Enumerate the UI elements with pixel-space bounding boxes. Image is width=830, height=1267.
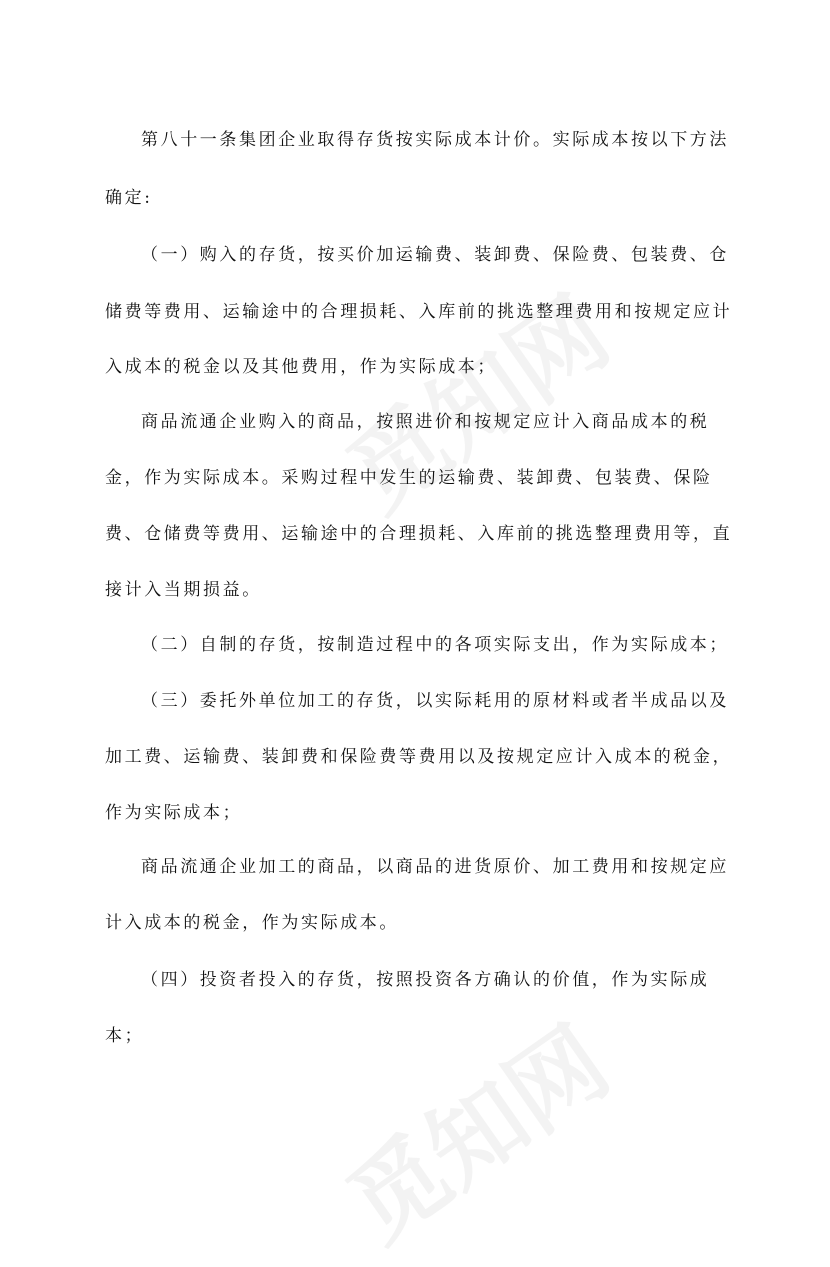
paragraph-line: 商品流通企业加工的商品，以商品的进货原价、加工费用和按规定应 (141, 857, 729, 877)
paragraph-line: 第八十一条集团企业取得存货按实际成本计价。实际成本按以下方法 (141, 130, 729, 150)
paragraph-line: （一）购入的存货，按买价加运输费、装卸费、保险费、包装费、仓 (141, 245, 729, 265)
paragraph-line: 作为实际成本； (105, 803, 243, 823)
paragraph-line: 本； (105, 1026, 145, 1046)
paragraph-line: 接计入当期损益。 (105, 580, 262, 600)
paragraph-line: （三）委托外单位加工的存货，以实际耗用的原材料或者半成品以及 (141, 691, 729, 711)
paragraph-line: 储费等费用、运输途中的合理损耗、入库前的挑选整理费用和按规定应计 (105, 302, 733, 322)
paragraph-line: 入成本的税金以及其他费用，作为实际成本； (105, 357, 497, 377)
paragraph-line: 计入成本的税金，作为实际成本。 (105, 913, 399, 933)
paragraph-line: 费、仓储费等费用、运输途中的合理损耗、入库前的挑选整理费用等，直 (105, 524, 733, 544)
paragraph-line: 确定: (105, 188, 153, 208)
paragraph-line: 商品流通企业购入的商品，按照进价和按规定应计入商品成本的税 (141, 412, 710, 432)
paragraph-line: 金，作为实际成本。采购过程中发生的运输费、装卸费、包装费、保险 (105, 468, 713, 488)
paragraph-line: 加工费、运输费、装卸费和保险费等费用以及按规定应计入成本的税金， (105, 747, 733, 767)
paragraph-line: （二）自制的存货，按制造过程中的各项实际支出，作为实际成本； (141, 635, 729, 655)
paragraph-line: （四）投资者投入的存货，按照投资各方确认的价值，作为实际成 (141, 970, 710, 990)
